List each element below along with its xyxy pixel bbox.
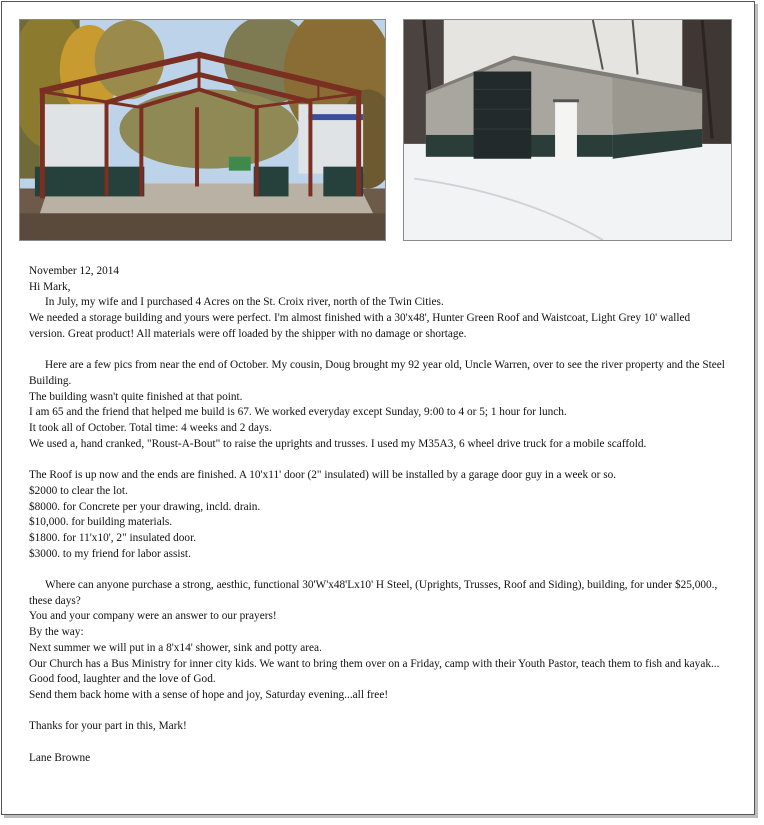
finished-building-photo	[403, 19, 732, 241]
letter-date: November 12, 2014	[29, 265, 120, 277]
letter-closing: Thanks for your part in this, Mark!	[29, 720, 187, 733]
paragraph-gap	[29, 735, 729, 751]
letter-paragraph: In July, my wife and I purchased 4 Acres on the St. Croix river, north of the Twin Cities.	[45, 296, 444, 309]
letter-paragraph: You and your company were an answer to our prayers!	[29, 610, 277, 623]
construction-photo	[19, 19, 386, 241]
letter-paragraph: Send them back home with a sense of hope and joy, Saturday evening...all free!	[29, 688, 389, 701]
cost-item: $1800. for 11'x10', 2" insulated door.	[29, 531, 197, 544]
letter-paragraph: Here are a few pics from near the end of October. My cousin, Doug brought my 92 year old, Uncle Warren, over to see the river property and the Steel Building.	[29, 359, 728, 387]
letter-paragraph: The building wasn't quite finished at that point.	[29, 390, 243, 403]
cost-item: $2000 to clear the lot.	[29, 484, 128, 497]
letter-paragraph: Our Church has a Bus Ministry for inner city kids. We want to bring them over on a Friday, camp with their Youth Pastor, teach them to fish and kayak... Good food, laughter and the love of God.	[29, 657, 723, 686]
cost-item: $3000. to my friend for labor assist.	[29, 547, 191, 560]
letter-paragraph: We used a, hand cranked, "Roust-A-Bout" to raise the uprights and trusses. I used my M35A3, 6 wheel drive truck for a mobile scaffold.	[29, 437, 647, 450]
letter-paragraph: We needed a storage building and yours were perfect. I'm almost finished with a 30'x48', Hunter Green Roof and Waistcoat, Light Grey 10' walled version. Great product! All materials were off loaded by the shipper with no damage or shortage.	[29, 312, 693, 340]
paragraph-gap	[29, 562, 729, 578]
letter-page	[1, 1, 755, 815]
letter-paragraph: Where can anyone purchase a strong, aesthic, functional 30'W'x48'Lx10' H Steel, (Uprights, Trusses, Roof and Siding), building, for under $25,000., these days?	[29, 579, 721, 607]
cost-item: $10,000. for building materials.	[29, 516, 173, 529]
paragraph-gap	[29, 452, 729, 468]
cost-item: $8000. for Concrete per your drawing, incld. drain.	[29, 500, 261, 513]
letter-paragraph: I am 65 and the friend that helped me build is 67. We worked everyday except Sunday, 9:00 to 4 or 5; 1 hour for lunch.	[29, 406, 567, 419]
letter-paragraph: The Roof is up now and the ends are finished. A 10'x11' door (2" insulated) will be installed by a garage door guy in a week or so.	[29, 469, 617, 482]
letter-paragraph: Next summer we will put in a 8'x14' shower, sink and potty area.	[29, 641, 322, 654]
letter-paragraph: It took all of October. Total time: 4 weeks and 2 days.	[29, 422, 272, 435]
finished-building-photo-art	[404, 20, 731, 240]
paragraph-gap	[29, 704, 729, 720]
paragraph-gap	[29, 343, 729, 359]
construction-photo-art	[20, 20, 385, 240]
letter-paragraph: By the way:	[29, 626, 84, 639]
letter-signature: Lane Browne	[29, 751, 91, 764]
letter-greeting: Hi Mark,	[29, 280, 71, 293]
letter-body	[29, 264, 729, 766]
